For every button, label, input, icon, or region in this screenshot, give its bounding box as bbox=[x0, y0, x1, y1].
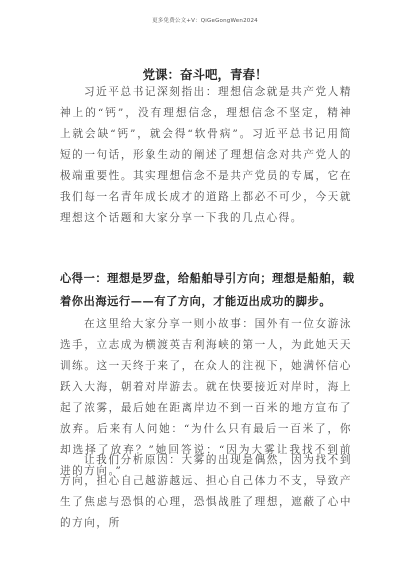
paragraph-intro: 习近平总书记深刻指出：理想信念就是共产党人精神上的“钙”，没有理想信念，理想信念不坚定，精神上就会缺“钙”，就会得“软骨病”。习近平总书记用简短的一句话，形象生动的阐述了理想信念对共产党人的极端重要性。其实理想信念不是共产党员的专属，它在我们每一名青年成长成才的道路上都必不可少，今天就理想这个话题和大家分享一下我的几点心得。 bbox=[60, 86, 352, 224]
paragraph-analysis: 让我们分析原因：大雾的出现是偶然，因为找不到方向，担心自己越游越远、担心自己体力不支，导致产生了焦虑与恐惧的心理，恐惧战胜了理想，遮蔽了心中的方向，所 bbox=[60, 454, 352, 529]
paragraph-story: 在这里给大家分享一则小故事：国外有一位女游泳选手，立志成为横渡英吉利海峡的第一人，为此她天天训练。这一天终于来了，在众人的注视下，她满怀信心跃入大海，朝着对岸游去。就在快要接近对岸时，海上起了浓雾，最后她在距离岸边不到一百米的地方宣布了放弃。后来有人问她：“为什么只有最后一百米了，你却选择了放弃？”她回答说：“因为大雾让我找不到前进的方向。” bbox=[60, 318, 352, 477]
document-title: 党课：奋斗吧，青春！ bbox=[142, 67, 268, 82]
section-heading-1: 心得一：理想是罗盘，给船舶导引方向；理想是船舶，载着你出海远行——有了方向，才能迈出成功的脚步。 bbox=[60, 271, 355, 308]
header-watermark: 更多免费公文+V：QiGeGongWen2024 bbox=[152, 18, 258, 24]
